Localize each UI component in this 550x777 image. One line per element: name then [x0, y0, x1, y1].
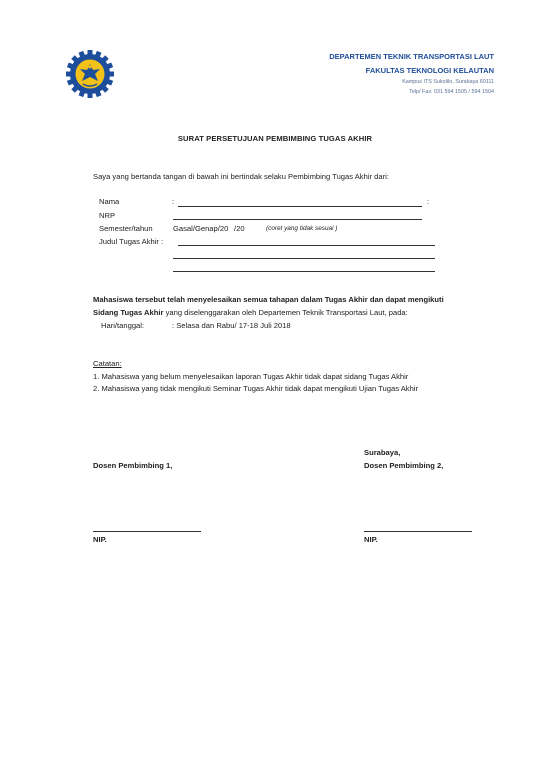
nama-label: Nama [99, 197, 120, 206]
judul-fill-line-2 [173, 258, 435, 259]
left-nip: NIP. [93, 535, 107, 544]
faculty-name: FAKULTAS TEKNOLOGI KELAUTAN [365, 66, 494, 75]
right-nip: NIP. [364, 535, 378, 544]
judul-fill-line-3 [173, 271, 435, 272]
its-logo-icon [65, 49, 115, 99]
semester-label: Semester/tahun [99, 224, 153, 233]
notes-heading: Catatan: [93, 359, 122, 368]
nrp-label: NRP [99, 211, 116, 220]
left-signer-title: Dosen Pembimbing 1, [93, 461, 173, 470]
department-name: DEPARTEMEN TEKNIK TRANSPORTASI LAUT [329, 52, 494, 61]
semester-value: Gasal/Genap/20 [173, 224, 229, 233]
document-title: SURAT PERSETUJUAN PEMBIMBING TUGAS AKHIR [177, 134, 373, 143]
semester-note: (coret yang tidak sesuai ) [266, 225, 338, 232]
left-signature-line [93, 531, 201, 532]
judul-fill-line-1 [178, 245, 435, 246]
statement-bold-part: Sidang Tugas Akhir [93, 308, 164, 317]
right-signer-title: Dosen Pembimbing 2, [364, 461, 444, 470]
right-signature-line [364, 531, 472, 532]
statement-rest: yang diselenggarakan oleh Departemen Teknik Transportasi Laut, pada: [165, 308, 408, 317]
header-phone: Telp/ Fax. 031 594 1505 / 594 1504 [409, 89, 494, 95]
header-address: Kampus ITS Sukolilo, Surabaya 60111 [402, 79, 494, 85]
date-label: Hari/tanggal: [101, 321, 145, 330]
nama-fill-line [178, 206, 422, 207]
note-item-1: 1. Mahasiswa yang belum menyelesaikan laporan Tugas Akhir tidak dapat sidang Tugas Akhir [93, 372, 409, 381]
note-item-2: 2. Mahasiswa yang tidak mengikuti Seminar Tugas Akhir tidak dapat mengikuti Ujian Tugas Akhir [93, 384, 419, 393]
semester-slash: /20 [234, 224, 245, 233]
nrp-fill-line [173, 219, 422, 220]
signature-city: Surabaya, [364, 448, 401, 457]
nama-end-colon: : [427, 197, 430, 206]
statement-line-1: Mahasiswa tersebut telah menyelesaikan semua tahapan dalam Tugas Akhir dan dapat mengikuti [93, 295, 444, 304]
judul-label: Judul Tugas Akhir : [99, 237, 164, 246]
intro-text: Saya yang bertanda tangan di bawah ini bertindak selaku Pembimbing Tugas Akhir dari: [93, 172, 389, 181]
nama-colon: : [172, 197, 175, 206]
statement-line-2 [93, 308, 408, 317]
date-value: : Selasa dan Rabu/ 17-18 Juli 2018 [172, 321, 291, 330]
